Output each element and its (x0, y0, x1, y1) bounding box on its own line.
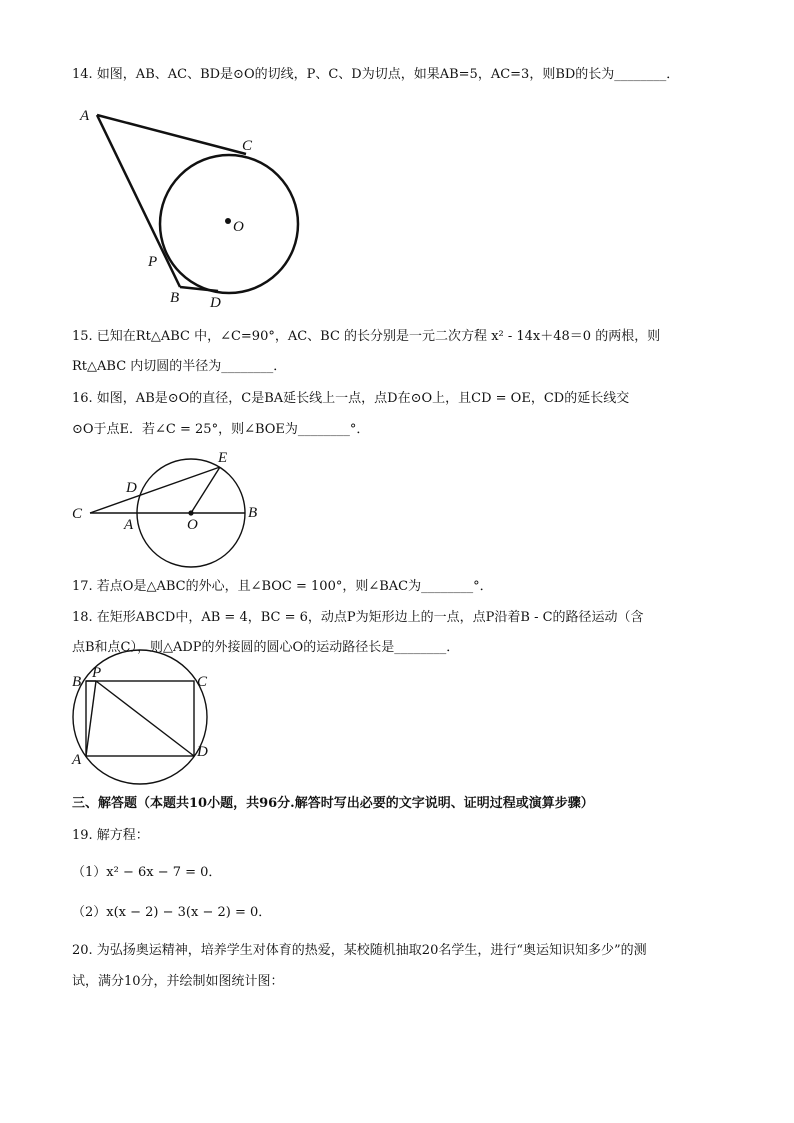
q15-text-line1: 15. 已知在Rt△ABC 中，∠C=90°，AC、BC 的长分别是一元二次方程 x² - 14x＋48＝0 的两根，则 (72, 329, 661, 344)
label-p: P (92, 665, 102, 681)
tangent-bd (180, 287, 218, 291)
label-d: D (210, 295, 221, 311)
q17-text: 17. 若点O是△ABC的外心，且∠BOC = 100°，则∠BAC为________°． (72, 579, 493, 594)
q15-text-line2: Rt△ABC 内切圆的半径为________． (72, 359, 287, 374)
label-o: O (187, 517, 198, 533)
line-ap (86, 681, 96, 756)
label-c: C (72, 506, 83, 522)
center-dot (188, 510, 193, 515)
label-e: E (218, 450, 228, 466)
tangent-ac (97, 115, 246, 154)
circle-o (160, 155, 298, 293)
label-d: D (197, 744, 208, 760)
q20-text-line1: 20. 为弘扬奥运精神，培养学生对体育的热爱，某校随机抽取20名学生，进行“奥运知识知多少”的测 (72, 943, 647, 958)
line-ce (90, 467, 220, 513)
tangent-ab (97, 115, 180, 287)
q19-intro: 19. 解方程： (72, 828, 149, 843)
q19-part1: （1）x² − 6x − 7 = 0． (72, 865, 222, 880)
label-b: B (72, 674, 82, 690)
line-oe (191, 467, 220, 513)
q20-text-line2: 试，满分10分，并绘制如图统计图： (72, 974, 284, 989)
label-b: B (248, 505, 258, 521)
label-a: A (124, 517, 134, 533)
q16-figure (68, 448, 278, 573)
label-c: C (242, 138, 253, 154)
center-dot (225, 218, 231, 224)
q19-part2: （2）x(x − 2) − 3(x − 2) = 0． (72, 905, 272, 920)
label-o: O (233, 219, 244, 235)
q14-figure (70, 100, 320, 315)
label-d: D (126, 480, 137, 496)
q18-text-line1: 18. 在矩形ABCD中，AB = 4，BC = 6，动点P为矩形边上的一点，点P沿着B - C的路径运动（含 (72, 610, 644, 625)
label-a: A (72, 752, 82, 768)
section-heading: 三、解答题（本题共10小题，共96分.解答时写出必要的文字说明、证明过程或演算步骤） (72, 796, 594, 811)
label-p: P (148, 254, 158, 270)
label-c: C (197, 674, 208, 690)
q16-text-line1: 16. 如图，AB是⊙O的直径，C是BA延长线上一点，点D在⊙O上，且CD = OE，CD的延长线交 (72, 391, 630, 406)
rectangle-abcd (86, 681, 194, 756)
line-pd (96, 681, 194, 756)
label-b: B (170, 290, 180, 306)
q18-figure (66, 665, 226, 770)
q16-text-line2: ⊙O于点E．若∠C = 25°，则∠BOE为________°． (72, 422, 370, 437)
q18-text-line2: 点B和点C），则△ADP的外接圆的圆心O的运动路径长是________． (72, 640, 460, 655)
label-a: A (80, 108, 90, 124)
q14-text: 14. 如图，AB、AC、BD是⊙O的切线，P、C、D为切点，如果AB=5，AC=3，则BD的长为________． (72, 67, 680, 82)
